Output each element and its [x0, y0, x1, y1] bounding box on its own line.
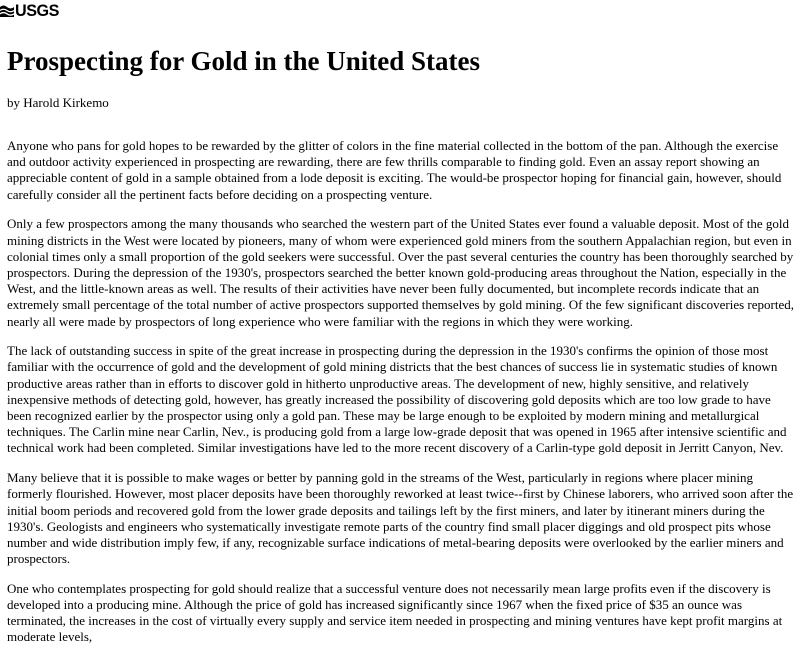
usgs-logo-text: USGS	[15, 0, 59, 20]
article-paragraph: Anyone who pans for gold hopes to be rewarded by the glitter of colors in the fine material collected in the bottom of the pan. Although the exercise and outdoor activity experienced in prospecting are rewarding, there are few thrills comparable to finding gold. Even an assay report showing an appreciable content of gold in a sample obtained from a lode deposit is exciting. The would-be prospector hoping for financial gain, however, should carefully consider all the pertinent facts before deciding on a prospecting venture.	[7, 138, 782, 202]
article-paragraph: The lack of outstanding success in spite of the great increase in prospecting during the depression in the 1930's confirms the opinion of those most familiar with the occurrence of gold and the development of gold mining districts that the best chances of success lie in systematic studies of known productive areas rather than in efforts to discover gold in hitherto unproductive areas. The development of new, highly sensitive, and relatively inexpensive methods of detecting gold, however, has greatly increased the possibility of discovering gold deposits which are too low grade to have been recognized earlier by the prospector using only a gold pan. These may be large enough to be exploited by modern mining and metallurgical techniques. The Carlin mine near Carlin, Nev., is producing gold from a large low-grade deposit that was opened in 1965 after intensive scientific and technical work had been completed. Similar investigations have led to the more recent discovery of a Carlin-type gold deposit in Jerritt Canyon, Nev.	[7, 343, 787, 456]
usgs-wave-icon	[0, 4, 14, 17]
article-paragraph: One who contemplates prospecting for gold should realize that a successful venture does not necessarily mean large profits even if the discovery is developed into a producing mine. Although the price of gold has increased significantly since 1967 when the fixed price of $35 an ounce was terminated, the increases in the cost of virtually every supply and service item needed in prospecting and mining ventures have kept profit margins at moderate levels,	[7, 580, 783, 645]
article-paragraph: Only a few prospectors among the many thousands who searched the western part of the United States ever found a valuable deposit. Most of the gold mining districts in the West were located by pioneers, many of whom were experienced gold miners from the southern Appalachian region, but even in colonial times only a small proportion of the gold seekers were successful. Over the past several centuries the country has been thoroughly searched by prospectors. During the depression of the 1930's, prospectors searched the better known gold-producing areas throughout the Nation, especially in the West, and the little-known areas as well. The results of their activities have never been fully documented, but incomplete records indicate that an extremely small percentage of the total number of active prospectors supported themselves by gold mining. Of the few significant discoveries reported, nearly all were made by prospectors of long experience who were familiar with the regions in which they were working.	[7, 216, 794, 329]
usgs-logo[interactable]	[0, 0, 61, 20]
article-body	[7, 138, 797, 659]
article-paragraph: Many believe that it is possible to make wages or better by panning gold in the streams of the West, particularly in regions where placer mining formerly flourished. However, most placer deposits have been thoroughly reworked at least twice--first by Chinese laborers, who arrived soon after the initial boom periods and recovered gold from the lower grade deposits and tailings left by the first miners, and later by itinerant miners during the 1930's. Geologists and engineers who systematically investigate remote parts of the country find small placer diggings and old prospect pits whose number and wide distribution imply few, if any, recognizable surface indications of metal-bearing deposits were overlooked by the earlier miners and prospectors.	[7, 470, 794, 567]
page-title: Prospecting for Gold in the United States	[7, 46, 481, 76]
author-byline: by Harold Kirkemo	[7, 95, 109, 110]
